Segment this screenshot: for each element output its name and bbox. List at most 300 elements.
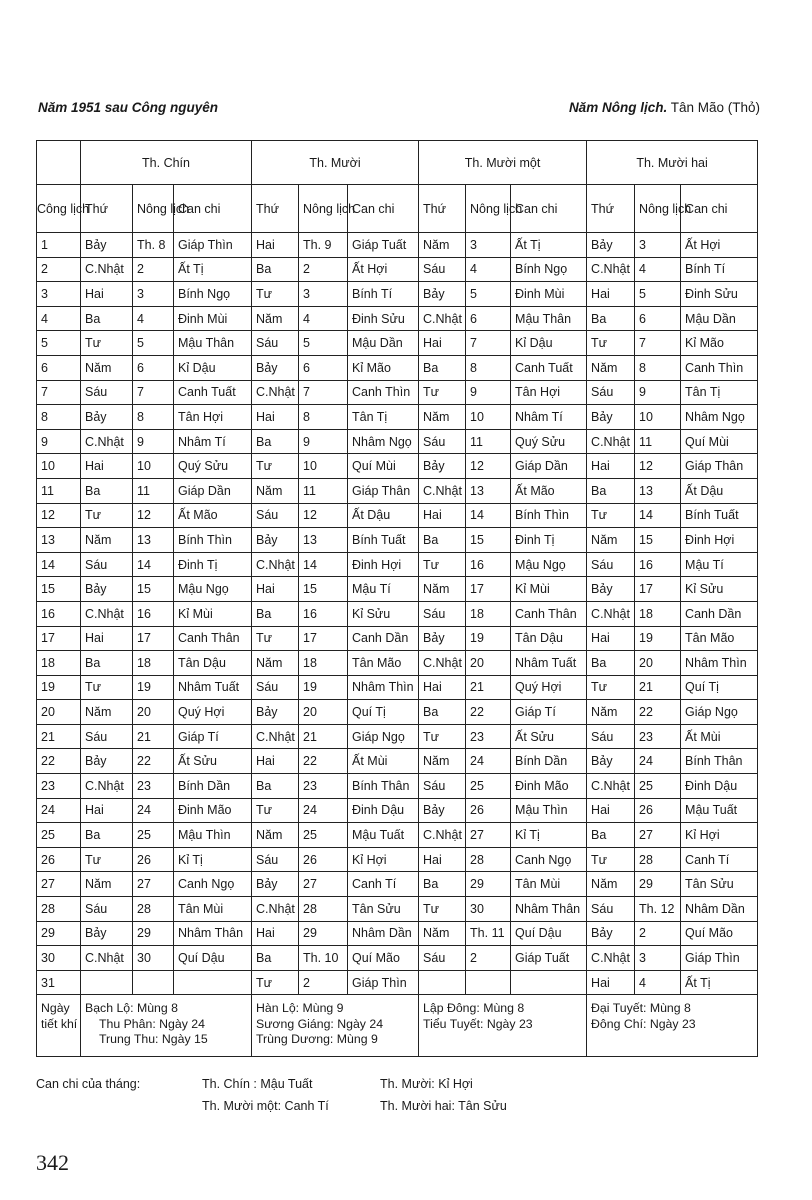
cong-lich-cell: 1 xyxy=(37,233,81,258)
can-chi-cell: Canh Thân xyxy=(511,601,587,626)
can-chi-cell xyxy=(174,970,252,995)
can-chi-cell: Bính Thân xyxy=(681,749,758,774)
can-chi-cell: Canh Ngọ xyxy=(174,872,252,897)
can-chi-cell: Mậu Ngọ xyxy=(174,577,252,602)
nong-lich-cell: 8 xyxy=(299,405,348,430)
nong-lich-cell: 10 xyxy=(299,454,348,479)
can-chi-cell xyxy=(511,970,587,995)
can-chi-cell: Quí Dậu xyxy=(174,946,252,971)
thu-cell: Năm xyxy=(81,528,133,553)
nong-lich-cell: 18 xyxy=(299,651,348,676)
nong-lich-header: Nông lịch xyxy=(466,185,511,233)
nong-lich-cell: 17 xyxy=(299,626,348,651)
can-chi-cell: Tân Sửu xyxy=(348,897,419,922)
can-chi-cell: Quí Mão xyxy=(348,946,419,971)
nong-lich-cell: 24 xyxy=(133,798,174,823)
nong-lich-cell xyxy=(466,970,511,995)
can-chi-cell: Đinh Dậu xyxy=(348,798,419,823)
thu-cell: Tư xyxy=(587,675,635,700)
thu-cell: C.Nhật xyxy=(252,380,299,405)
nong-lich-cell: 19 xyxy=(299,675,348,700)
can-chi-cell: Giáp Thìn xyxy=(174,233,252,258)
nong-lich-cell: 2 xyxy=(466,946,511,971)
can-chi-cell: Đinh Mùi xyxy=(174,306,252,331)
nong-lich-cell: 6 xyxy=(635,306,681,331)
thu-cell: Ba xyxy=(81,306,133,331)
can-chi-cell: Đinh Mùi xyxy=(511,282,587,307)
can-chi-header: Can chi xyxy=(681,185,758,233)
nong-lich-cell: 30 xyxy=(133,946,174,971)
can-chi-cell: Đinh Dậu xyxy=(681,774,758,799)
nong-lich-cell: 26 xyxy=(299,847,348,872)
can-chi-cell: Giáp Thìn xyxy=(681,946,758,971)
thu-cell xyxy=(81,970,133,995)
nong-lich-cell: 9 xyxy=(299,429,348,454)
can-chi-cell: Bính Tuất xyxy=(348,528,419,553)
nong-lich-header: Nông lịch xyxy=(299,185,348,233)
thu-header: Thứ xyxy=(81,185,133,233)
can-chi-cell: Nhâm Ngọ xyxy=(681,405,758,430)
tiet-khi-month-11 xyxy=(419,995,587,1057)
can-chi-cell: Giáp Tí xyxy=(174,724,252,749)
cong-lich-cell: 21 xyxy=(37,724,81,749)
nong-lich-cell: 25 xyxy=(635,774,681,799)
thu-cell: Ba xyxy=(587,478,635,503)
cong-lich-cell: 11 xyxy=(37,478,81,503)
can-chi-cell: Ất Sửu xyxy=(511,724,587,749)
thu-cell: Ba xyxy=(252,601,299,626)
nong-lich-cell: 15 xyxy=(133,577,174,602)
thu-header: Thứ xyxy=(252,185,299,233)
can-chi-cell: Mậu Thân xyxy=(174,331,252,356)
nong-lich-cell: 15 xyxy=(635,528,681,553)
can-chi-cell: Bính Dần xyxy=(174,774,252,799)
can-chi-cell: Tân Dậu xyxy=(174,651,252,676)
nong-lich-header: Nông lịch xyxy=(133,185,174,233)
thu-cell: Năm xyxy=(81,700,133,725)
can-chi-cell: Bính Tuất xyxy=(681,503,758,528)
tiet-khi-entry: Tiểu Tuyết: Ngày 23 xyxy=(423,1016,533,1031)
can-chi-cell: Mậu Dần xyxy=(681,306,758,331)
can-chi-cell: Quý Hợi xyxy=(174,700,252,725)
table-row xyxy=(37,823,758,848)
thu-cell: Năm xyxy=(587,355,635,380)
cong-lich-cell: 9 xyxy=(37,429,81,454)
month-9-header: Th. Chín xyxy=(81,141,252,185)
can-chi-cell: Ất Tị xyxy=(511,233,587,258)
nong-lich-cell: 28 xyxy=(466,847,511,872)
can-chi-cell: Mậu Dần xyxy=(348,331,419,356)
thu-cell: Hai xyxy=(252,405,299,430)
table-row xyxy=(37,233,758,258)
nong-lich-cell: 3 xyxy=(635,233,681,258)
thu-cell: Hai xyxy=(252,749,299,774)
nong-lich-cell: Th. 8 xyxy=(133,233,174,258)
thu-cell: C.Nhật xyxy=(587,946,635,971)
month-12-header: Th. Mười hai xyxy=(587,141,758,185)
thu-cell: Tư xyxy=(81,331,133,356)
table-row xyxy=(37,970,758,995)
cong-lich-cell: 4 xyxy=(37,306,81,331)
can-chi-cell: Quí Tị xyxy=(681,675,758,700)
cong-lich-cell: 20 xyxy=(37,700,81,725)
can-chi-cell: Canh Dần xyxy=(348,626,419,651)
thu-cell: Bảy xyxy=(252,872,299,897)
cong-lich-cell: 19 xyxy=(37,675,81,700)
thu-cell: Bảy xyxy=(252,355,299,380)
tiet-khi-month-9 xyxy=(81,995,252,1057)
table-row xyxy=(37,626,758,651)
tiet-khi-row xyxy=(37,995,758,1057)
can-chi-cell: Bính Ngọ xyxy=(174,282,252,307)
can-chi-cell: Ất Mùi xyxy=(681,724,758,749)
thu-cell: Bảy xyxy=(81,749,133,774)
thu-cell: Hai xyxy=(419,847,466,872)
table-row xyxy=(37,946,758,971)
can-chi-cell: Canh Tuất xyxy=(174,380,252,405)
tiet-khi-entry: Hàn Lộ: Mùng 9 xyxy=(256,1001,344,1016)
thu-cell: Hai xyxy=(419,331,466,356)
can-chi-cell: Giáp Thân xyxy=(348,478,419,503)
thu-cell: Ba xyxy=(81,823,133,848)
table-row xyxy=(37,798,758,823)
nong-lich-cell: 2 xyxy=(299,257,348,282)
nong-lich-cell: 18 xyxy=(466,601,511,626)
table-row xyxy=(37,601,758,626)
nong-lich-cell: 22 xyxy=(133,749,174,774)
can-chi-cell: Canh Tí xyxy=(348,872,419,897)
can-chi-cell: Ất Tị xyxy=(681,970,758,995)
thu-cell: C.Nhật xyxy=(587,257,635,282)
column-header-row xyxy=(37,185,758,233)
thu-cell: Năm xyxy=(252,823,299,848)
nong-lich-cell: 7 xyxy=(635,331,681,356)
thu-cell: Sáu xyxy=(419,946,466,971)
thu-cell: C.Nhật xyxy=(81,601,133,626)
can-chi-cell: Bính Thìn xyxy=(174,528,252,553)
thu-cell: Sáu xyxy=(252,675,299,700)
thu-cell: Tư xyxy=(252,626,299,651)
can-chi-header: Can chi xyxy=(174,185,252,233)
lunar-year-title xyxy=(569,100,760,115)
can-chi-cell: Đinh Tị xyxy=(511,528,587,553)
can-chi-cell: Đinh Mão xyxy=(511,774,587,799)
nong-lich-cell: 8 xyxy=(466,355,511,380)
can-chi-header: Can chi xyxy=(348,185,419,233)
can-chi-cell: Giáp Ngọ xyxy=(681,700,758,725)
thu-cell: Tư xyxy=(587,847,635,872)
nong-lich-cell: 3 xyxy=(466,233,511,258)
nong-lich-cell: 12 xyxy=(299,503,348,528)
cong-lich-cell: 10 xyxy=(37,454,81,479)
can-chi-cell: Quí Mão xyxy=(681,921,758,946)
table-row xyxy=(37,675,758,700)
can-chi-cell: Tân Tị xyxy=(681,380,758,405)
thu-cell: Hai xyxy=(419,675,466,700)
thu-cell: Hai xyxy=(587,282,635,307)
can-chi-cell: Kỉ Sửu xyxy=(681,577,758,602)
can-chi-cell: Đinh Hợi xyxy=(681,528,758,553)
tiet-khi-entry: Trung Thu: Ngày 15 xyxy=(99,1032,208,1047)
can-chi-cell: Mậu Tí xyxy=(681,552,758,577)
can-chi-cell: Nhâm Thân xyxy=(511,897,587,922)
can-chi-cell: Nhâm Thìn xyxy=(681,651,758,676)
thu-cell: C.Nhật xyxy=(252,552,299,577)
thu-cell: Sáu xyxy=(587,380,635,405)
nong-lich-cell: 9 xyxy=(133,429,174,454)
tiet-khi-entry: Bạch Lộ: Mùng 8 xyxy=(85,1001,178,1016)
thu-cell: Hai xyxy=(252,233,299,258)
thu-cell: Tư xyxy=(419,724,466,749)
thu-cell: Năm xyxy=(81,355,133,380)
thu-cell: Sáu xyxy=(81,552,133,577)
thu-cell: Năm xyxy=(81,872,133,897)
nong-lich-cell: 28 xyxy=(133,897,174,922)
month-11-header: Th. Mười một xyxy=(419,141,587,185)
nong-lich-cell: 19 xyxy=(635,626,681,651)
table-row xyxy=(37,552,758,577)
can-chi-cell: Canh Tuất xyxy=(511,355,587,380)
thu-cell: C.Nhật xyxy=(587,774,635,799)
can-chi-cell: Giáp Thân xyxy=(681,454,758,479)
thu-cell: C.Nhật xyxy=(419,651,466,676)
can-chi-cell: Quí Mùi xyxy=(348,454,419,479)
nong-lich-cell: 18 xyxy=(635,601,681,626)
table-row xyxy=(37,306,758,331)
can-chi-cell: Giáp Dần xyxy=(511,454,587,479)
can-chi-cell: Canh Thìn xyxy=(348,380,419,405)
table-row xyxy=(37,847,758,872)
thu-cell: Bảy xyxy=(587,577,635,602)
thu-cell: Hai xyxy=(587,626,635,651)
can-chi-cell: Giáp Ngọ xyxy=(348,724,419,749)
thu-cell: Sáu xyxy=(419,429,466,454)
nong-lich-cell: 9 xyxy=(635,380,681,405)
thu-cell: Sáu xyxy=(81,380,133,405)
nong-lich-cell: 21 xyxy=(133,724,174,749)
can-chi-cell: Đinh Hợi xyxy=(348,552,419,577)
thu-cell: Hai xyxy=(587,454,635,479)
nong-lich-cell xyxy=(133,970,174,995)
nong-lich-cell: 4 xyxy=(299,306,348,331)
thu-cell: Ba xyxy=(587,306,635,331)
can-chi-cell: Tân Hợi xyxy=(511,380,587,405)
can-chi-cell: Ất Mùi xyxy=(348,749,419,774)
nong-lich-cell: 22 xyxy=(299,749,348,774)
cong-lich-cell: 16 xyxy=(37,601,81,626)
nong-lich-cell: 27 xyxy=(635,823,681,848)
thu-cell: Bảy xyxy=(81,405,133,430)
thu-cell: Năm xyxy=(252,651,299,676)
nong-lich-cell: 11 xyxy=(466,429,511,454)
nong-lich-cell: Th. 9 xyxy=(299,233,348,258)
can-chi-cell: Ất Mão xyxy=(174,503,252,528)
cong-lich-cell: 22 xyxy=(37,749,81,774)
thu-cell: Bảy xyxy=(587,749,635,774)
month-10-can-chi: Th. Mười: Kỉ Hợi xyxy=(380,1077,473,1091)
can-chi-cell: Giáp Tuất xyxy=(348,233,419,258)
can-chi-cell: Mậu Thân xyxy=(511,306,587,331)
nong-lich-cell: 26 xyxy=(635,798,681,823)
can-chi-cell: Mậu Tí xyxy=(348,577,419,602)
thu-cell: Bảy xyxy=(587,921,635,946)
can-chi-cell: Tân Mão xyxy=(681,626,758,651)
thu-cell: Ba xyxy=(252,429,299,454)
nong-lich-cell: 10 xyxy=(133,454,174,479)
cong-lich-cell: 18 xyxy=(37,651,81,676)
thu-cell: Năm xyxy=(419,577,466,602)
nong-lich-cell: 24 xyxy=(635,749,681,774)
nong-lich-cell: 21 xyxy=(299,724,348,749)
table-row xyxy=(37,577,758,602)
nong-lich-cell: 15 xyxy=(299,577,348,602)
can-chi-cell: Nhâm Thân xyxy=(174,921,252,946)
nong-lich-cell: 6 xyxy=(299,355,348,380)
thu-cell: Sáu xyxy=(419,774,466,799)
table-row xyxy=(37,921,758,946)
page-number: 342 xyxy=(36,1150,69,1175)
can-chi-cell: Canh Tí xyxy=(681,847,758,872)
thu-cell: Hai xyxy=(252,921,299,946)
can-chi-cell: Bính Thân xyxy=(348,774,419,799)
cong-lich-cell: 8 xyxy=(37,405,81,430)
nong-lich-cell: Th. 10 xyxy=(299,946,348,971)
thu-cell: C.Nhật xyxy=(81,946,133,971)
can-chi-cell: Giáp Tuất xyxy=(511,946,587,971)
tiet-khi-entry: Trùng Dương: Mùng 9 xyxy=(256,1032,378,1047)
can-chi-cell: Đinh Tị xyxy=(174,552,252,577)
nong-lich-cell: 14 xyxy=(635,503,681,528)
calendar-table xyxy=(36,140,758,1057)
thu-cell: Ba xyxy=(81,478,133,503)
nong-lich-cell: 6 xyxy=(133,355,174,380)
thu-cell: Bảy xyxy=(419,626,466,651)
can-chi-cell: Canh Dần xyxy=(681,601,758,626)
thu-cell: Sáu xyxy=(81,724,133,749)
can-chi-cell: Bính Tí xyxy=(348,282,419,307)
thu-header: Thứ xyxy=(419,185,466,233)
nong-lich-cell: 11 xyxy=(299,478,348,503)
nong-lich-cell: 19 xyxy=(466,626,511,651)
nong-lich-cell: 5 xyxy=(133,331,174,356)
thu-cell: Năm xyxy=(419,921,466,946)
thu-cell: C.Nhật xyxy=(419,478,466,503)
can-chi-cell: Giáp Thìn xyxy=(348,970,419,995)
table-row xyxy=(37,454,758,479)
nong-lich-cell: 17 xyxy=(133,626,174,651)
thu-cell: Sáu xyxy=(252,847,299,872)
thu-cell: Tư xyxy=(252,454,299,479)
thu-cell: Ba xyxy=(419,872,466,897)
can-chi-cell: Nhâm Ngọ xyxy=(348,429,419,454)
nong-lich-cell: 29 xyxy=(466,872,511,897)
thu-cell: Sáu xyxy=(587,552,635,577)
thu-cell: Hai xyxy=(587,970,635,995)
nong-lich-cell: 16 xyxy=(635,552,681,577)
nong-lich-cell: 12 xyxy=(466,454,511,479)
can-chi-cell: Ất Sửu xyxy=(174,749,252,774)
table-row xyxy=(37,700,758,725)
nong-lich-cell: 30 xyxy=(466,897,511,922)
thu-cell: Tư xyxy=(81,503,133,528)
cong-lich-cell: 27 xyxy=(37,872,81,897)
nong-lich-cell: 5 xyxy=(466,282,511,307)
nong-lich-cell: 23 xyxy=(466,724,511,749)
cong-lich-cell: 3 xyxy=(37,282,81,307)
nong-lich-cell: 2 xyxy=(299,970,348,995)
can-chi-cell: Quí Tị xyxy=(348,700,419,725)
nong-lich-cell: 20 xyxy=(635,651,681,676)
cong-lich-cell: 26 xyxy=(37,847,81,872)
tiet-khi-entry: Lập Đông: Mùng 8 xyxy=(423,1001,525,1016)
thu-cell: Bảy xyxy=(419,454,466,479)
nong-lich-cell: 4 xyxy=(133,306,174,331)
nong-lich-cell: 21 xyxy=(466,675,511,700)
cong-lich-cell: 12 xyxy=(37,503,81,528)
can-chi-cell: Mậu Ngọ xyxy=(511,552,587,577)
cong-lich-cell: 23 xyxy=(37,774,81,799)
table-row xyxy=(37,257,758,282)
can-chi-cell: Ất Dậu xyxy=(348,503,419,528)
month-header-row xyxy=(37,141,758,185)
thu-cell: Ba xyxy=(419,700,466,725)
can-chi-cell: Tân Mão xyxy=(348,651,419,676)
thu-cell: Năm xyxy=(587,872,635,897)
thu-cell: Hai xyxy=(252,577,299,602)
table-row xyxy=(37,749,758,774)
nong-lich-cell: 28 xyxy=(635,847,681,872)
nong-lich-cell: 16 xyxy=(133,601,174,626)
table-row xyxy=(37,897,758,922)
cong-lich-cell: 30 xyxy=(37,946,81,971)
can-chi-cell: Kỉ Hợi xyxy=(348,847,419,872)
can-chi-cell: Nhâm Dần xyxy=(681,897,758,922)
nong-lich-cell: 4 xyxy=(635,257,681,282)
can-chi-cell: Quý Sửu xyxy=(511,429,587,454)
nong-lich-cell: 13 xyxy=(635,478,681,503)
nong-lich-cell: 27 xyxy=(299,872,348,897)
cong-lich-cell: 2 xyxy=(37,257,81,282)
thu-cell: Sáu xyxy=(587,897,635,922)
nong-lich-cell: 25 xyxy=(133,823,174,848)
thu-cell: Ba xyxy=(587,823,635,848)
can-chi-cell: Mậu Thìn xyxy=(511,798,587,823)
cong-lich-header: Công lịch xyxy=(37,185,81,233)
thu-cell: Năm xyxy=(419,233,466,258)
thu-cell: Hai xyxy=(81,626,133,651)
table-row xyxy=(37,405,758,430)
can-chi-cell: Tân Tị xyxy=(348,405,419,430)
thu-cell: Năm xyxy=(587,528,635,553)
nong-lich-cell: 12 xyxy=(635,454,681,479)
nong-lich-cell: 23 xyxy=(635,724,681,749)
thu-cell: Ba xyxy=(252,257,299,282)
can-chi-cell: Mậu Tuất xyxy=(681,798,758,823)
cong-lich-cell: 17 xyxy=(37,626,81,651)
table-row xyxy=(37,429,758,454)
nong-lich-cell: 24 xyxy=(299,798,348,823)
nong-lich-cell: 22 xyxy=(466,700,511,725)
nong-lich-cell: 16 xyxy=(466,552,511,577)
cong-lich-cell: 5 xyxy=(37,331,81,356)
nong-lich-cell: 19 xyxy=(133,675,174,700)
thu-cell: Tư xyxy=(419,897,466,922)
thu-cell: Năm xyxy=(252,478,299,503)
nong-lich-cell: 7 xyxy=(466,331,511,356)
month-12-can-chi: Th. Mười hai: Tân Sửu xyxy=(380,1099,507,1113)
can-chi-cell: Tân Dậu xyxy=(511,626,587,651)
lunar-year-label: Năm Nông lịch. xyxy=(568,100,668,115)
